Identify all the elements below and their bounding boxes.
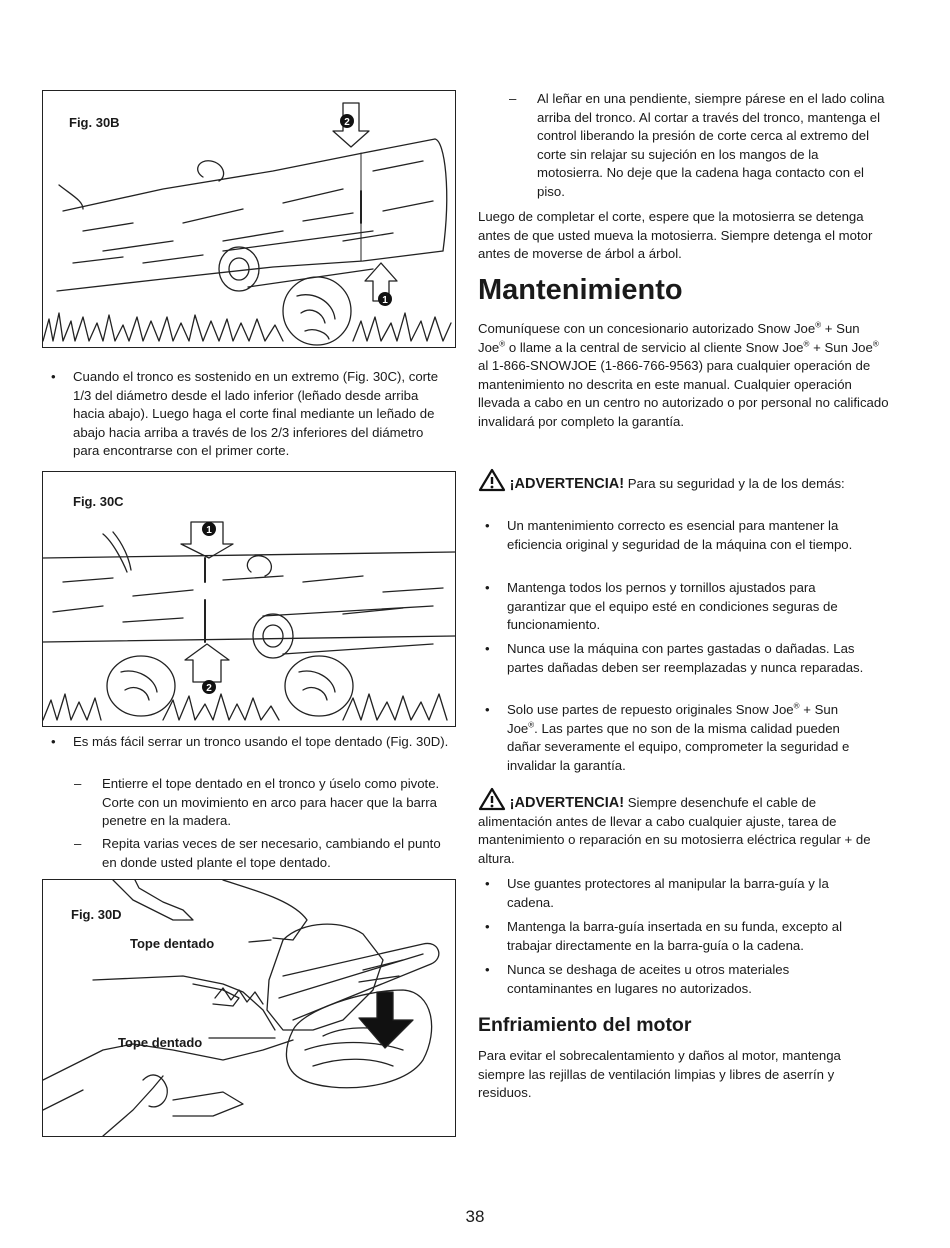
dash-item: [74, 775, 452, 831]
marker-2: 2: [344, 117, 350, 128]
bullet-30c: [51, 368, 451, 461]
bullet-text: Es más fácil serrar un tronco usando el tope dentado (Fig. 30D).: [73, 734, 449, 749]
bullet-mark: •: [51, 369, 56, 384]
bullet-text: Mantenga la barra-guía insertada en su funda, excepto al trabajar directamente en la barra-guía o la cadena.: [507, 919, 843, 953]
bullet-text: Use guantes protectores al manipular la barra-guía y la cadena.: [507, 876, 829, 910]
warning-text: Para su seguridad y la de los demás:: [624, 476, 845, 491]
warning-title: ¡ADVERTENCIA!: [509, 795, 625, 811]
figure-30b: [42, 90, 456, 348]
bullet-text: + Sun Joe: [507, 702, 839, 736]
bullet-mark: •: [485, 919, 490, 934]
registered-mark: ®: [803, 339, 810, 349]
bullet-item: [485, 701, 867, 775]
log-supported-one-end-illustration: [43, 472, 455, 726]
registered-mark: ®: [793, 701, 800, 711]
bullet-mark: •: [485, 962, 490, 977]
figure-30c: [42, 471, 456, 727]
warning-2: [478, 787, 890, 868]
warning-title: ¡ADVERTENCIA!: [509, 476, 625, 492]
registered-mark: ®: [528, 720, 535, 730]
page-number: 38: [465, 1207, 485, 1226]
contact-text: + Sun Joe: [809, 339, 873, 355]
dash-mark: –: [509, 91, 517, 106]
figure-30d: [42, 879, 456, 1137]
callout-spike-lower: Tope dentado: [118, 1035, 203, 1050]
section-heading: Mantenimiento: [478, 274, 683, 306]
marker-1: 1: [382, 295, 388, 306]
registered-mark: ®: [815, 320, 822, 330]
marker-2: 2: [206, 683, 212, 694]
callout-spike-upper: Tope dentado: [130, 936, 215, 951]
figure-label: Fig. 30D: [71, 907, 122, 922]
bullet-item: [485, 517, 867, 554]
contact-text: al 1-866-SNOWJOE (1-866-766-9563) para cualquier operación de mantenimiento no descrita en este manual. Cualquier operación llevada a cabo en un centro no autorizado o por personal no calificado invalidará por completo la garantía.: [478, 358, 889, 429]
after-cut-paragraph: Luego de completar el corte, espere que la motosierra se detenga antes de que usted mueva la motosierra. Siempre detenga el motor antes de moverse de árbol a árbol.: [478, 209, 873, 261]
bullet-text: Cuando el tronco es sostenido en un extremo (Fig. 30C), corte 1/3 del diámetro desde el lado inferior (leñado desde arriba hacia abajo). Luego haga el corte final mediante un leñado de abajo hacia arriba a través de los 2/3 inferiores del diámetro para encontrarse con el primer corte.: [73, 369, 439, 458]
warning-1: [478, 468, 878, 494]
bullet-text: Mantenga todos los pernos y tornillos ajustados para garantizar que el equipo esté en condiciones seguras de funcionamiento.: [507, 580, 838, 632]
dash-item-slope: [509, 90, 887, 201]
bullet-mark: •: [485, 876, 490, 891]
bullet-mark: •: [485, 702, 490, 717]
bullet-text: . Las partes que no son de la misma calidad pueden dañar severamente el equipo, comprometer la seguridad e invalidar la garantía.: [507, 720, 850, 773]
dash-mark: –: [74, 836, 82, 851]
bullet-text: Nunca use la máquina con partes gastadas o dañadas. Las partes dañadas deben ser reemplazadas y nunca reparadas.: [507, 641, 864, 675]
cooling-paragraph: Para evitar el sobrecalentamiento y daños al motor, mantenga siempre las rejillas de ventilación limpias y libres de aserrín y residuos.: [478, 1048, 841, 1100]
dash-text: Al leñar en una pendiente, siempre párese en el lado colina arriba del tronco. Al cortar a través del tronco, mantenga el control liberando la presión de corte cerca al extremo del corte sin relajar su sujeción en los mangos de la motosierra. No deje que la cadena haga contacto con el piso.: [537, 91, 885, 199]
bullet-mark: •: [485, 518, 490, 533]
bullet-item: [485, 579, 867, 635]
bullet-mark: •: [485, 641, 490, 656]
bullet-mark: •: [51, 734, 56, 749]
warning-text: Siempre desenchufe el cable de alimentación antes de llevar a cabo cualquier ajuste, tarea de mantenimiento o reparación en su motosierra eléctrica regular + de altura.: [478, 795, 871, 866]
dash-mark: –: [74, 776, 82, 791]
bullet-mark: •: [485, 580, 490, 595]
contact-paragraph: [478, 320, 890, 431]
bullet-item: [485, 875, 867, 912]
contact-text: + Sun Joe: [478, 321, 860, 355]
bullet-30d: [51, 733, 451, 752]
bullet-item: [485, 961, 867, 998]
marker-1: 1: [206, 525, 212, 536]
dash-text: Repita varias veces de ser necesario, cambiando el punto en donde usted plante el tope dentado.: [102, 836, 441, 870]
dash-text: Entierre el tope dentado en el tronco y úselo como pivote. Corte con un movimiento en arco para hacer que la barra penetre en la madera.: [102, 776, 440, 828]
bullet-text: Un mantenimiento correcto es esencial para mantener la eficiencia original y seguridad de la máquina con el tiempo.: [507, 518, 853, 552]
figure-label: Fig. 30B: [69, 115, 120, 130]
figure-label: Fig. 30C: [73, 494, 124, 509]
warning-triangle-icon: [478, 468, 506, 492]
dash-item: [74, 835, 452, 872]
warning-triangle-icon: [478, 787, 506, 811]
subsection-heading: Enfriamiento del motor: [478, 1014, 692, 1036]
bullet-text: Solo use partes de repuesto originales Snow Joe: [507, 702, 794, 717]
bullet-text: Nunca se deshaga de aceites u otros materiales contaminantes en lugares no autorizados.: [507, 962, 790, 996]
contact-text: Comuníquese con un concesionario autorizado Snow Joe: [478, 321, 816, 336]
bullet-item: [485, 918, 867, 955]
contact-text: o llame a la central de servicio al cliente Snow Joe: [505, 339, 804, 355]
registered-mark: ®: [872, 339, 879, 349]
registered-mark: ®: [499, 339, 506, 349]
bullet-item: [485, 640, 867, 677]
